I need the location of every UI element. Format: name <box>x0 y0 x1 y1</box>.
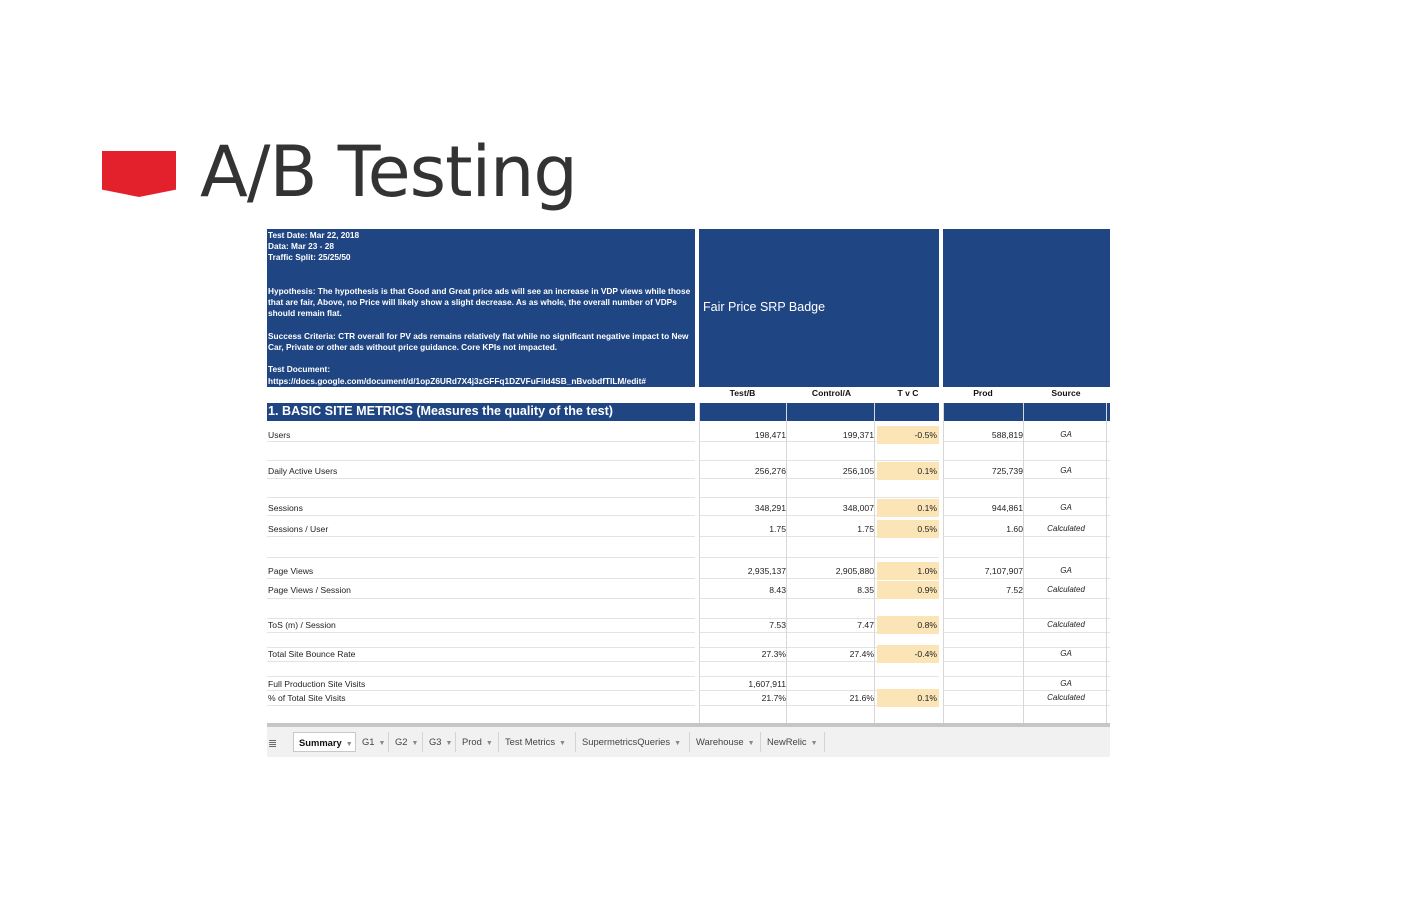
control-value[interactable]: 7.47 <box>857 620 874 630</box>
hypothesis-text: Test Date: Mar 22, 2018 Data: Mar 23 - 28 Traffic Split: 25/25/50 Hypothesis: The hypothesis is that Good and Great price ads will see an increase in VDP views while those that are fair, Above, no Price will likely show a slight decrease. As as whole, the overall number of VDPs should remain flat. Success Criteria: CTR overall for PV ads remains relatively flat while no significant negative impact to New Car, Private or other ads without price guidance. Core KPIs not impacted. Test Document: https://docs.google.com/document/d/1opZ6URd7X4j3zGFFq1DZVFuFild4SB_nBvobdfTILM/edit# <box>268 230 691 386</box>
metric-label[interactable]: Page Views / Session <box>268 585 351 595</box>
section-header-bar[interactable] <box>267 403 1110 421</box>
sheet-tab-label: SupermetricsQueries <box>582 736 671 747</box>
table-row <box>267 581 1110 599</box>
sheet-tab-label: Test Metrics <box>505 736 556 747</box>
test-value[interactable]: 21.7% <box>761 693 786 703</box>
sheet-tab-bar <box>267 723 1110 757</box>
sheet-tab-g1[interactable] <box>357 732 389 752</box>
col-header-source[interactable]: Source <box>1051 388 1081 398</box>
sheet-tab-label: G2 <box>395 736 408 747</box>
sheet-tab-newrelic[interactable] <box>762 732 825 752</box>
chevron-down-icon[interactable]: ▼ <box>378 740 386 747</box>
section-title: 1. BASIC SITE METRICS (Measures the quality of the test) <box>268 404 613 418</box>
sheet-tab-label: Summary <box>299 737 342 748</box>
sheet-tab-g2[interactable] <box>390 732 423 752</box>
prod-value[interactable] <box>943 645 1023 663</box>
sheet-tab-summary[interactable] <box>293 732 356 752</box>
test-value[interactable]: 348,291 <box>754 503 786 513</box>
table-row <box>267 562 1110 580</box>
table-row <box>267 520 1110 538</box>
prod-value[interactable]: 588,819 <box>991 430 1023 440</box>
source-value[interactable]: GA <box>1060 679 1072 688</box>
tvc-value[interactable]: 0.9% <box>877 581 939 599</box>
chevron-down-icon[interactable]: ▼ <box>411 740 419 747</box>
prod-value[interactable] <box>943 616 1023 634</box>
prod-value[interactable]: 7.52 <box>1006 585 1023 595</box>
test-value[interactable]: 256,276 <box>754 466 786 476</box>
prod-value[interactable]: 7,107,907 <box>984 566 1023 576</box>
grid-row-divider <box>267 557 1110 558</box>
prod-value[interactable]: 1.60 <box>1006 524 1023 534</box>
source-value[interactable]: Calculated <box>1047 585 1085 594</box>
control-value[interactable]: 1.75 <box>857 524 874 534</box>
tvc-value[interactable]: -0.5% <box>877 426 939 444</box>
chevron-down-icon[interactable]: ▼ <box>810 740 818 747</box>
spreadsheet-screenshot <box>267 229 1110 757</box>
metric-label[interactable]: Users <box>268 430 291 440</box>
chevron-down-icon[interactable]: ▼ <box>345 741 353 748</box>
test-name-cell[interactable] <box>699 229 939 387</box>
table-row <box>267 499 1110 517</box>
source-value[interactable]: Calculated <box>1047 524 1085 533</box>
metric-label[interactable]: Total Site Bounce Rate <box>268 649 356 659</box>
sheet-tab-supermetricsqueries[interactable] <box>577 732 690 752</box>
control-value[interactable]: 21.6% <box>849 693 874 703</box>
source-value[interactable]: GA <box>1060 466 1072 475</box>
sheet-tab-prod[interactable] <box>457 732 499 752</box>
table-row <box>267 426 1110 444</box>
tvc-value[interactable]: 1.0% <box>877 562 939 580</box>
col-header-control[interactable]: Control/A <box>811 388 852 398</box>
metric-label[interactable]: Daily Active Users <box>268 466 338 476</box>
slide-title: A/B Testing <box>200 131 577 213</box>
metric-label[interactable]: Sessions / User <box>268 524 329 534</box>
table-row <box>267 689 1110 707</box>
control-value[interactable]: 199,371 <box>842 430 874 440</box>
grid-row-divider <box>267 460 1110 461</box>
sheet-tab-label: Prod <box>462 736 482 747</box>
control-value[interactable]: 256,105 <box>842 466 874 476</box>
table-row <box>267 462 1110 480</box>
tvc-value[interactable]: 0.1% <box>877 689 939 707</box>
tvc-value[interactable]: 0.1% <box>877 499 939 517</box>
sheet-tab-g3[interactable] <box>424 732 456 752</box>
source-value[interactable]: Calculated <box>1047 620 1085 629</box>
control-value[interactable]: 8.35 <box>857 585 874 595</box>
all-sheets-menu-icon[interactable]: ≣ <box>268 738 278 750</box>
grid-row-divider <box>267 497 1110 498</box>
chevron-down-icon[interactable]: ▼ <box>674 740 681 747</box>
test-name: Fair Price SRP Badge <box>703 300 826 314</box>
test-value[interactable]: 2,935,137 <box>747 566 786 576</box>
source-value[interactable]: GA <box>1060 503 1072 512</box>
test-value[interactable]: 7.53 <box>769 620 786 630</box>
control-value[interactable]: 2,905,880 <box>835 566 874 576</box>
chevron-down-icon[interactable]: ▼ <box>747 740 755 747</box>
source-value[interactable]: GA <box>1060 566 1072 575</box>
column-headers <box>267 387 1110 403</box>
test-value[interactable]: 1.75 <box>769 524 786 534</box>
test-value[interactable]: 27.3% <box>761 649 786 659</box>
tvc-value[interactable]: 0.8% <box>877 616 939 634</box>
col-header-prod[interactable]: Prod <box>973 388 993 398</box>
sheet-tab-test-metrics[interactable] <box>500 732 576 752</box>
sheet-tab-warehouse[interactable] <box>691 732 761 752</box>
test-value[interactable]: 198,471 <box>754 430 786 440</box>
table-row <box>267 645 1110 663</box>
metric-label[interactable]: % of Total Site Visits <box>268 693 346 703</box>
prod-value[interactable]: 725,739 <box>991 466 1023 476</box>
source-value[interactable]: Calculated <box>1047 693 1085 702</box>
source-value[interactable]: GA <box>1060 649 1072 658</box>
chevron-down-icon[interactable]: ▼ <box>445 740 453 747</box>
col-header-tvc[interactable]: T v C <box>897 388 919 398</box>
chevron-down-icon[interactable]: ▼ <box>559 740 566 747</box>
sheet-tab-label: Warehouse <box>696 736 744 747</box>
control-value[interactable]: 348,007 <box>842 503 874 513</box>
sheet-tab-label: NewRelic <box>767 736 807 747</box>
chevron-down-icon[interactable]: ▼ <box>485 740 493 747</box>
tvc-value[interactable]: 0.1% <box>877 462 939 480</box>
table-row <box>267 616 1110 634</box>
metric-label[interactable]: Full Production Site Visits <box>268 679 366 689</box>
title-marker-shape <box>102 151 176 197</box>
prod-value[interactable]: 944,861 <box>991 503 1023 513</box>
metric-label[interactable]: Sessions <box>268 503 303 513</box>
metric-label[interactable]: ToS (m) / Session <box>268 620 336 630</box>
test-value[interactable]: 8.43 <box>769 585 786 595</box>
hypothesis-cell[interactable] <box>267 229 695 387</box>
col-header-test[interactable]: Test/B <box>729 388 756 398</box>
tvc-value[interactable]: 0.5% <box>877 520 939 538</box>
prod-value[interactable] <box>943 689 1023 707</box>
sheet-tab-label: G3 <box>429 736 442 747</box>
tvc-value[interactable]: -0.4% <box>877 645 939 663</box>
control-value[interactable]: 27.4% <box>849 649 874 659</box>
prod-header-cell[interactable] <box>943 229 1110 387</box>
source-value[interactable]: GA <box>1060 430 1072 439</box>
metric-label[interactable]: Page Views <box>268 566 314 576</box>
sheet-tab-label: G1 <box>362 736 375 747</box>
test-value[interactable]: 1,607,911 <box>748 679 786 689</box>
